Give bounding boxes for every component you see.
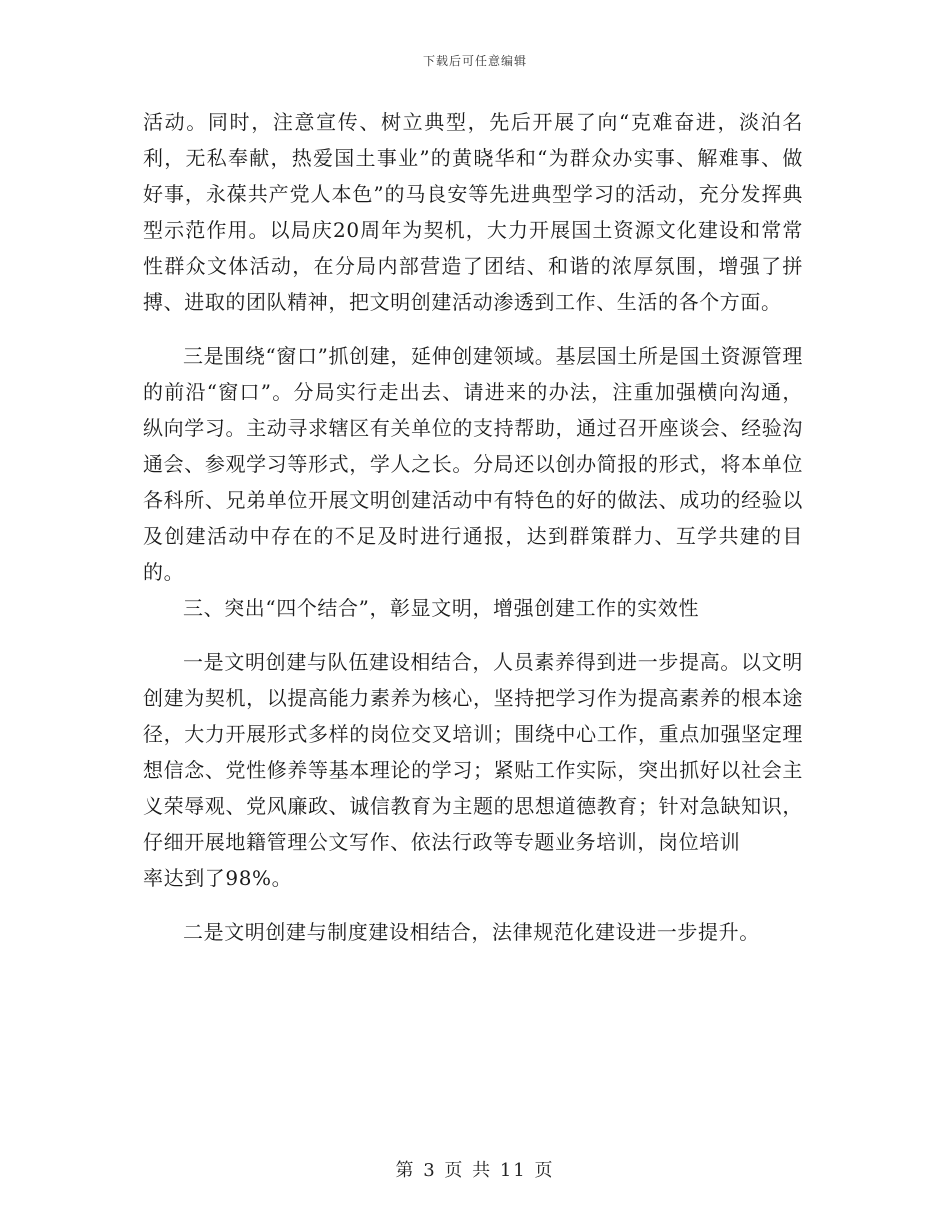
paragraph-team-building: 一是文明创建与队伍建设相结合，人员素养得到进一步提高。以文明创建为契机，以提高能力素养为核心，坚持把学习作为提高素养的根本途径，大力开展形式多样的岗位交叉培训；围绕中心工作，重点加强坚定理想信念、党性修养等基本理论的学习；紧贴工作实际，突出抓好以社会主义荣辱观、党风廉政、诚信教育为主题的思想道德教育；针对急缺知识，仔细开展地籍管理公文写作、依法行政等专题业务培训，岗位培训 xyxy=(143,650,803,854)
paragraph-system-building: 二是文明创建与制度建设相结合，法律规范化建设进一步提升。 xyxy=(183,920,760,944)
section-heading: 三、突出“四个结合”，彰显文明，增强创建工作的实效性 xyxy=(183,596,700,620)
paragraph-training-rate: 率达到了98%。 xyxy=(143,866,293,890)
paragraph-window-creation: 三是围绕“窗口”抓创建，延伸创建领域。基层国土所是国土资源管理的前沿“窗口”。分局实行走出去、请进来的办法，注重加强横向沟通，纵向学习。主动寻求辖区有关单位的支持帮助，通过召开座谈会、经验沟通会、参观学习等形式，学人之长。分局还以创办简报的形式，将本单位各科所、兄弟单位开展文明创建活动中有特色的好的做法、成功的经验以及创建活动中存在的不足及时进行通报，达到群策群力、互学共建的目的。 xyxy=(143,344,803,584)
paragraph-continuation: 活动。同时，注意宣传、树立典型，先后开展了向“克难奋进，淡泊名利，无私奉献，热爱国土事业”的黄晓华和“为群众办实事、解难事、做好事，永葆共产党人本色”的马良安等先进典型学习的活动，充分发挥典型示范作用。以局庆20周年为契机，大力开展国土资源文化建设和常常性群众文体活动，在分局内部营造了团结、和谐的浓厚氛围，增强了拼搏、进取的团队精神，把文明创建活动渗透到工作、生活的各个方面。 xyxy=(143,110,803,314)
document-body xyxy=(143,104,803,950)
page-number-footer: 第 3 页 共 11 页 xyxy=(395,1160,555,1181)
page-header: 下载后可任意编辑 xyxy=(422,54,527,68)
